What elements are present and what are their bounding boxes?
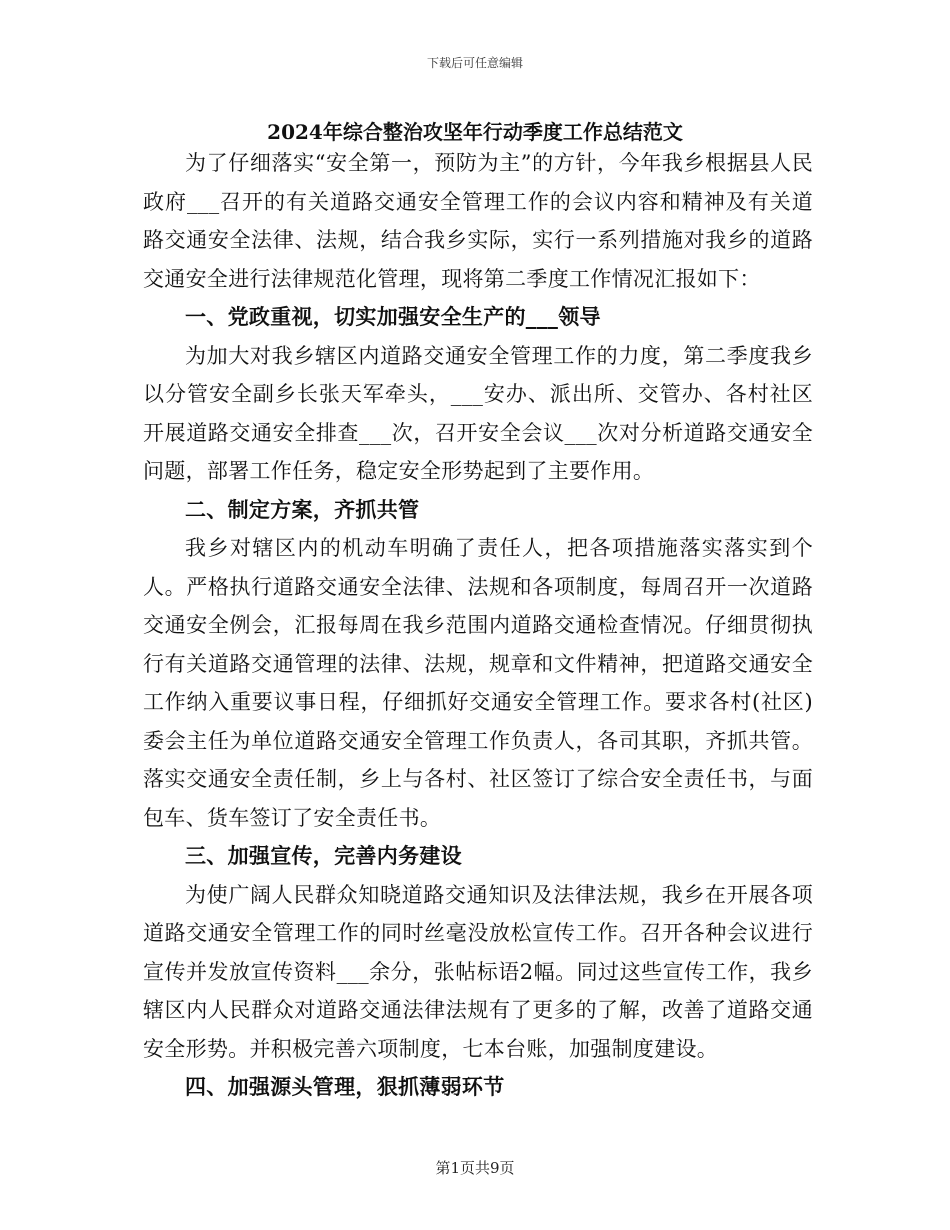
section-body-1: 为加大对我乡辖区内道路交通安全管理工作的力度，第二季度我乡以分管安全副乡长张天军牵头，___安办、派出所、交管办、各村社区开展道路交通安全排查___次，召开安全会议___次对分析道路交通安全问题，部署工作任务，稳定安全形势起到了主要作用。 bbox=[143, 343, 813, 483]
section-heading-3: 三、加强宣传，完善内务建设 bbox=[185, 843, 462, 868]
section-heading-4: 四、加强源头管理，狠抓薄弱环节 bbox=[185, 1074, 505, 1099]
section-body-3: 为使广阔人民群众知晓道路交通知识及法律法规，我乡在开展各项道路交通安全管理工作的同时丝毫没放松宣传工作。召开各种会议进行宣传并发放宣传资料___余分，张帖标语2幅。同过这些宣传工作，我乡辖区内人民群众对道路交通法律法规有了更多的了解，改善了道路交通安全形势。并积极完善六项制度，七本台账，加强制度建设。 bbox=[143, 882, 813, 1061]
header-note: 下载后可任意编辑 bbox=[426, 56, 523, 70]
page-indicator: 第1页共9页 bbox=[435, 1159, 515, 1177]
section-heading-1: 一、党政重视，切实加强安全生产的___领导 bbox=[185, 304, 601, 329]
section-heading-2: 二、制定方案，齐抓共管 bbox=[185, 496, 420, 522]
document-body bbox=[143, 144, 813, 1107]
section-body-2: 我乡对辖区内的机动车明确了责任人，把各项措施落实落实到个人。严格执行道路交通安全法律、法规和各项制度，每周召开一次道路交通安全例会，汇报每周在我乡范围内道路交通检查情况。仔细贯彻执行有关道路交通管理的法律、法规，规章和文件精神，把道路交通安全工作纳入重要议事日程，仔细抓好交通安全管理工作。要求各村(社区)委会主任为单位道路交通安全管理工作负责人，各司其职，齐抓共管。落实交通安全责任制，乡上与各村、社区签订了综合安全责任书，与面包车、货车签订了安全责任书。 bbox=[143, 536, 813, 830]
intro-paragraph: 为了仔细落实“安全第一，预防为主”的方针，今年我乡根据县人民政府___召开的有关道路交通安全管理工作的会议内容和精神及有关道路交通安全法律、法规，结合我乡实际，实行一系列措施对我乡的道路交通安全进行法律规范化管理，现将第二季度工作情况汇报如下： bbox=[143, 151, 813, 291]
document-title: 2024年综合整治攻坚年行动季度工作总结范文 bbox=[267, 120, 683, 144]
